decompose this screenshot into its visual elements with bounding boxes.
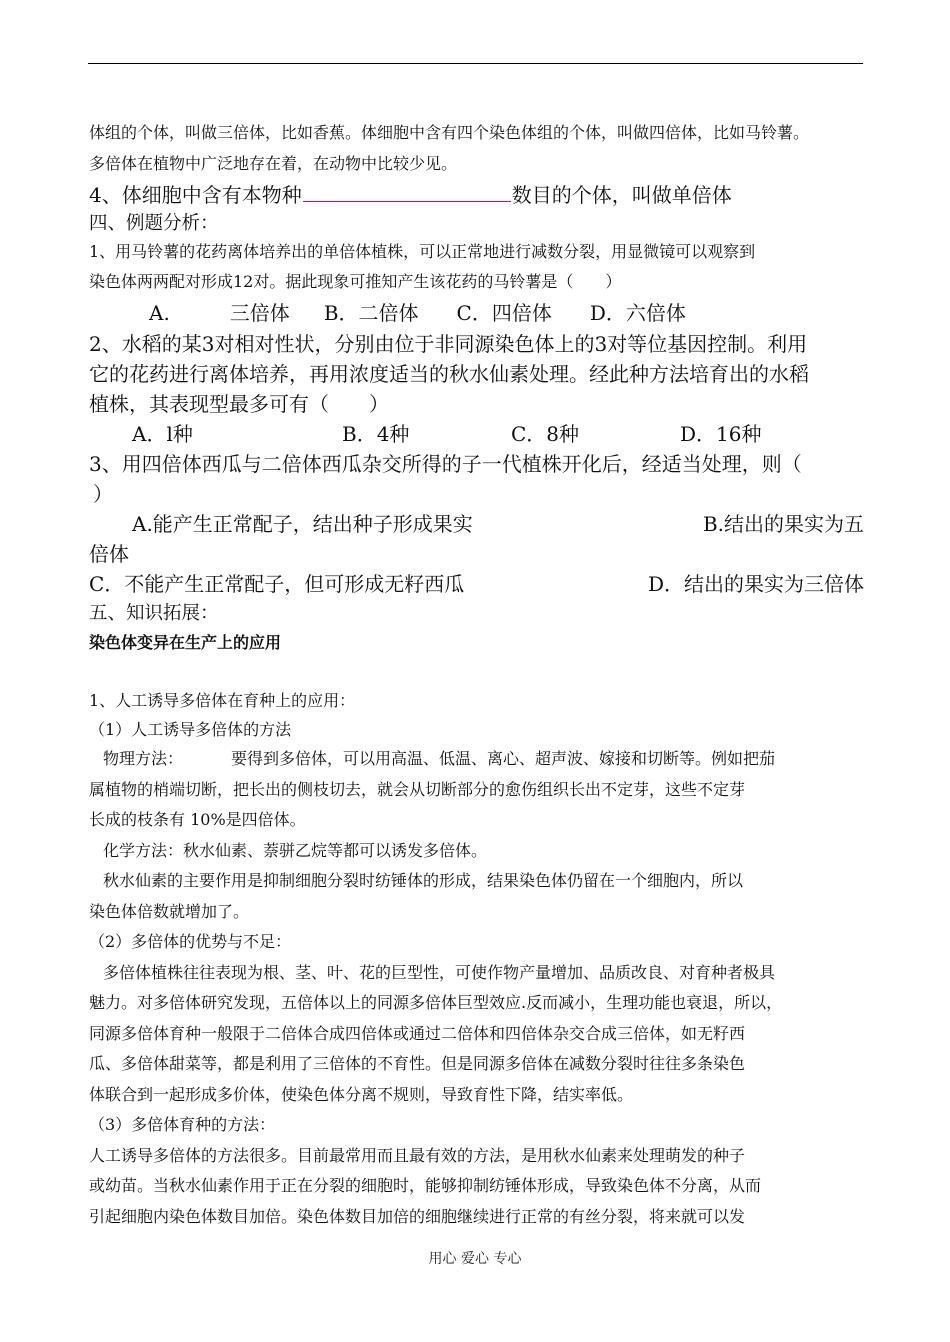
- q2-option-c: C．8种: [511, 422, 580, 446]
- physical-method-label: 物理方法：: [103, 749, 184, 768]
- method-line-1: 人工诱导多倍体的方法很多。目前最常用而且最有效的方法，是用秋水仙素来处理萌发的种子: [89, 1145, 746, 1165]
- q1-option-d: D．六倍体: [589, 301, 686, 325]
- advantage-line-3: 同源多倍体育种一般限于二倍体合成四倍体或通过二倍体和四倍体杂交合成三倍体，如无籽西: [89, 1023, 746, 1043]
- q2-line-1: 2、水稻的某3对相对性状，分别由位于非同源染色体上的3对等位基因控制。利用: [89, 332, 808, 356]
- q3-option-c: C．不能产生正常配子，但可形成无籽西瓜: [89, 572, 465, 596]
- q3-option-d: D．结出的果实为三倍体: [647, 572, 864, 596]
- q2-options: [89, 419, 864, 449]
- subsection-1: （1）人工诱导多倍体的方法: [89, 720, 292, 739]
- q3-option-b: B.结出的果实为五: [702, 512, 864, 536]
- physical-method-line-1: [89, 744, 864, 775]
- item-4-before: 4、体细胞中含有本物种: [89, 183, 302, 207]
- advantage-line-1: 多倍体植株往往表现为根、茎、叶、花的巨型性，可使作物产量增加、品质改良、对育种者极具: [103, 962, 776, 982]
- subsection-2: （2）多倍体的优势与不足：: [89, 932, 292, 951]
- q3-line-1: 3、用四倍体西瓜与二倍体西瓜杂交所得的子一代植株开化后，经适当处理，则（: [89, 452, 802, 476]
- application-title: 1、人工诱导多倍体在育种上的应用：: [89, 691, 356, 710]
- q2-option-d: D．16种: [680, 422, 762, 446]
- item-4-after: 数目的个体，叫做单倍体: [511, 183, 732, 207]
- colchicine-line-1: 秋水仙素的主要作用是抑制细胞分裂时纺锤体的形成，结果染色体仍留在一个细胞内，所以: [103, 871, 744, 890]
- section-5-heading: 染色体变异在生产上的应用: [89, 633, 282, 652]
- advantage-line-2: 魅力。对多倍体研究发现，五倍体以上的同源多倍体巨型效应.反而减小，生理功能也衰退，所以，: [89, 993, 783, 1012]
- q3-option-b-continued: 倍体: [89, 542, 129, 566]
- q3-line-2: ）: [93, 482, 113, 506]
- document-body: [89, 118, 864, 1232]
- header-rule: [88, 63, 863, 64]
- method-line-2: 或幼苗。当秋水仙素作用于正在分裂的细胞时，能够抑制纺锤体形成，导致染色体不分离，从而: [89, 1176, 762, 1195]
- q2-option-a: A．l种: [132, 422, 193, 446]
- q2-option-b: B．4种: [342, 422, 410, 446]
- physical-method-text: 要得到多倍体，可以用高温、低温、离心、超声波、嫁接和切断等。例如把茄: [231, 749, 776, 768]
- q1-option-b: B．二倍体: [323, 301, 419, 325]
- q2-line-3: 植株，其表现型最多可有（ ）: [89, 392, 389, 416]
- colchicine-line-2: 染色体倍数就增加了。: [89, 901, 250, 921]
- subsection-3: （3）多倍体育种的方法：: [89, 1115, 276, 1134]
- q1-options: [89, 297, 864, 329]
- advantage-line-5: 体联合到一起形成多价体，使染色体分离不规则，导致育性下降，结实率低。: [89, 1084, 634, 1104]
- q1-option-c: C．四倍体: [456, 301, 552, 325]
- chemical-method: 化学方法：秋水仙素、萘骈乙烷等都可以诱发多倍体。: [103, 840, 488, 860]
- section-5-title: 五、知识拓展：: [89, 603, 219, 624]
- q3-options-row-2: [89, 569, 864, 599]
- item-4: [89, 180, 864, 210]
- answer-blank: [303, 183, 511, 202]
- physical-method-line-3: 长成的枝条有 10%是四倍体。: [89, 810, 306, 829]
- q1-option-a: A. 三倍体: [149, 301, 290, 325]
- q3-options-row-1: [89, 509, 864, 539]
- intro-line-1: 体组的个体，叫做三倍体，比如香蕉。体细胞中含有四个染色体组的个体，叫做四倍体，比如马铃薯。: [89, 123, 810, 142]
- q2-line-2: 它的花药进行离体培养，再用浓度适当的秋水仙素处理。经此种方法培育出的水稻: [89, 362, 809, 386]
- method-line-3: 引起细胞内染色体数目加倍。染色体数目加倍的细胞继续进行正常的有丝分裂，将来就可以发: [89, 1206, 746, 1226]
- advantage-line-4: 瓜、多倍体甜菜等，都是利用了三倍体的不育性。但是同源多倍体在减数分裂时往往多条染色: [89, 1054, 746, 1073]
- intro-line-2: 多倍体在植物中广泛地存在着，在动物中比较少见。: [89, 153, 458, 173]
- section-4-title: 四、例题分析：: [89, 213, 219, 234]
- q1-line-1: 1、用马铃薯的花药离体培养出的单倍体植株，可以正常地进行减数分裂，用显微镜可以观察到: [89, 242, 756, 261]
- physical-method-line-2: 属植物的梢端切断，把长出的侧枝切去，就会从切断部分的愈伤组织长出不定芽，这些不定芽: [89, 779, 746, 799]
- q3-option-a: A.能产生正常配子，结出种子形成果实: [132, 512, 473, 536]
- spacer: [89, 658, 864, 686]
- page-footer: 用心 爱心 专心: [428, 1251, 522, 1267]
- q1-line-2: 染色体两两配对形成12对。据此现象可推知产生该花药的马铃薯是（ ）: [89, 272, 622, 291]
